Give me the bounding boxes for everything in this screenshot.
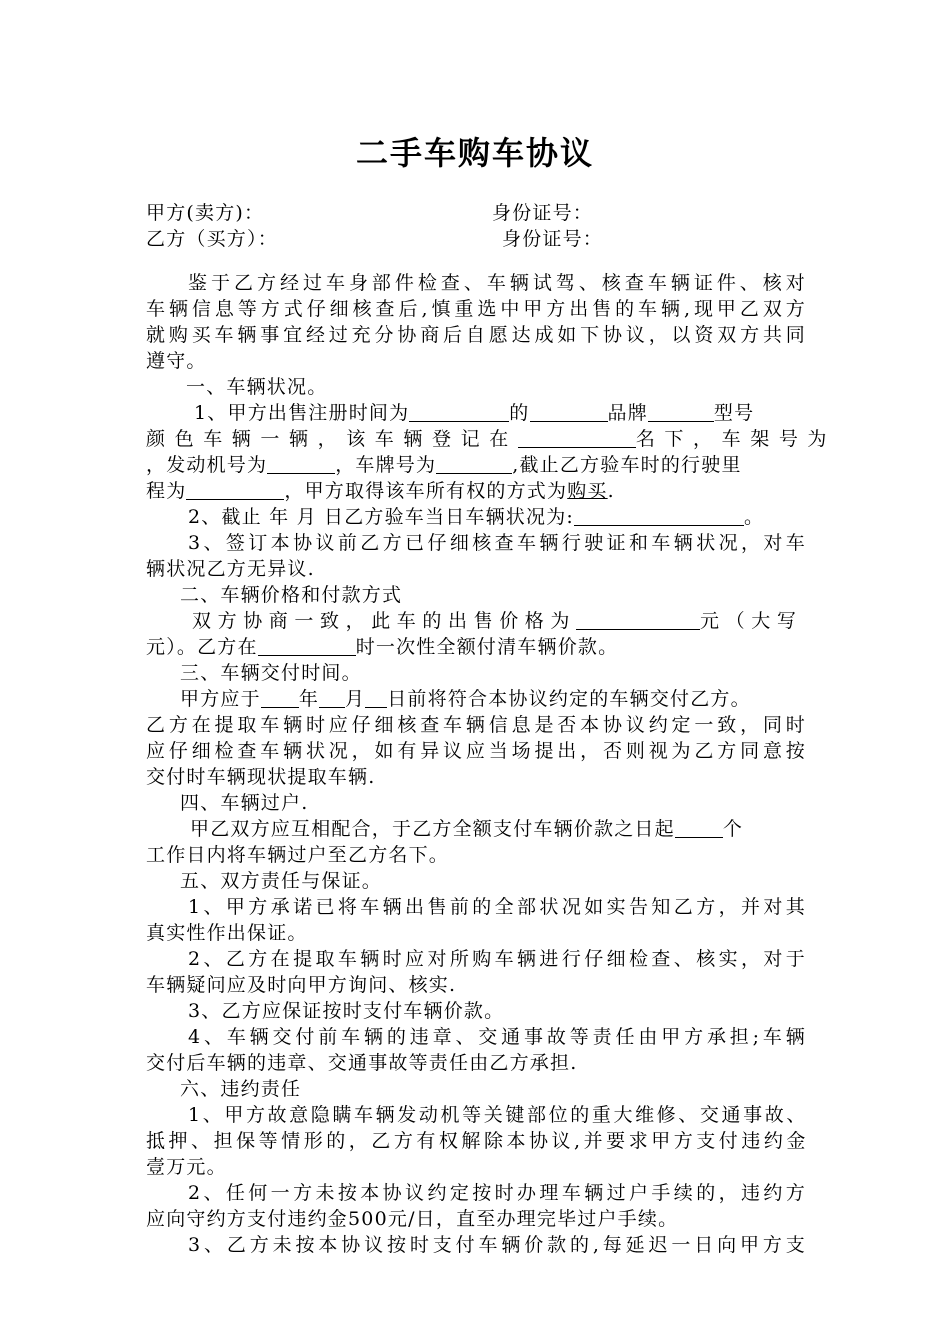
- party-a-label: 甲方(卖方)：: [146, 202, 265, 224]
- s1-text: 颜色车辆一辆，该车辆登记在: [146, 428, 518, 450]
- s5-line-2: 真实性作出保证。: [146, 922, 308, 944]
- section-3-heading: 三、车辆交付时间。: [180, 662, 362, 684]
- brand-blank: [648, 401, 714, 422]
- intro-line-2: 车辆信息等方式仔细核查后,慎重选中甲方出售的车辆,现甲乙双方: [146, 298, 806, 320]
- s3-line-2: 乙方在提取车辆时应仔细核查车辆信息是否本协议约定一致，同时: [146, 714, 806, 736]
- s2-line-1: [146, 608, 806, 634]
- s5-line-1: 1、甲方承诺已将车辆出售前的全部状况如实告知乙方，并对其: [188, 896, 806, 918]
- s1-text: 程为: [146, 480, 187, 502]
- s1-line-4: [146, 478, 806, 504]
- s1-line-5: [146, 504, 848, 530]
- s5-line-6: 4、车辆交付前车辆的违章、交通事故等责任由甲方承担;车辆: [188, 1026, 806, 1048]
- s4-text: 甲乙双方应互相配合，于乙方全额支付车辆价款之日起: [190, 818, 675, 840]
- s3-text: 年: [298, 688, 320, 710]
- s1-text: 品牌: [607, 402, 648, 424]
- s2-line-2: [146, 634, 806, 660]
- transfer-days-blank: [675, 817, 723, 838]
- color-blank: [530, 401, 608, 422]
- s2-text: 双方协商一致，此车的出售价格为: [192, 610, 577, 632]
- section-6-heading: 六、违约责任: [180, 1078, 302, 1100]
- s2-text: 时一次性全额付清车辆价款。: [355, 636, 619, 658]
- s4-text: 个: [722, 818, 744, 840]
- s5-line-7: 交付后车辆的违章、交通事故等责任由乙方承担.: [146, 1052, 578, 1074]
- delivery-year-blank: [261, 687, 299, 708]
- vehicle-condition-blank: [574, 505, 744, 526]
- party-b-id-label: 身份证号：: [502, 228, 604, 250]
- s1-text: 。: [744, 506, 765, 528]
- party-a-row: [146, 200, 806, 226]
- delivery-day-blank: [365, 687, 387, 708]
- engine-number-blank: [267, 453, 335, 474]
- party-a-id-label: 身份证号：: [492, 202, 594, 224]
- s4-line-1: [146, 816, 806, 842]
- s1-text: 1、甲方出售注册时间为: [194, 402, 410, 424]
- s4-line-2: 工作日内将车辆过户至乙方名下。: [146, 844, 450, 866]
- s1-line-7: 辆状况乙方无异议.: [146, 558, 315, 580]
- section-1-heading: 一、车辆状况。: [186, 376, 328, 398]
- s3-line-1: [146, 686, 840, 712]
- s2-text: 元（大写: [700, 610, 803, 632]
- plate-number-blank: [436, 453, 512, 474]
- s1-text: ，发动机号为: [146, 454, 268, 476]
- s6-line-3: 壹万元。: [146, 1156, 227, 1178]
- s3-line-3: 应仔细检查车辆状况，如有异议应当场提出，否则视为乙方同意按: [146, 740, 806, 762]
- intro-line-3: 就购买车辆事宜经过充分协商后自愿达成如下协议，以资双方共同: [146, 324, 806, 346]
- party-b-row: [146, 226, 806, 252]
- s6-line-6: 3、乙方未按本协议按时支付车辆价款的,每延迟一日向甲方支: [188, 1234, 806, 1256]
- s3-line-4: 交付时车辆现状提取车辆.: [146, 766, 376, 788]
- page-title: 二手车购车协议: [355, 134, 594, 172]
- s1-line-6: 3、签订本协议前乙方已仔细核查车辆行驶证和车辆状况，对车: [188, 532, 806, 554]
- s5-line-5: 3、乙方应保证按时支付车辆价款。: [188, 1000, 505, 1022]
- mileage-blank: [186, 479, 284, 500]
- s6-line-1: 1、甲方故意隐瞒车辆发动机等关键部位的重大维修、交通事故、: [188, 1104, 806, 1126]
- registered-owner-blank: [518, 427, 636, 448]
- s5-line-4: 车辆疑问应及时向甲方询问、核实.: [146, 974, 457, 996]
- party-b-label: 乙方（买方）：: [146, 228, 278, 250]
- s3-text: 月: [345, 688, 366, 710]
- s1-text: .: [607, 480, 615, 502]
- s1-text: 2、截止 年 月 日乙方验车当日车辆状况为:: [188, 506, 575, 528]
- s3-text: 日前将符合本协议约定的车辆交付乙方。: [387, 688, 751, 710]
- delivery-month-blank: [319, 687, 345, 708]
- s6-line-4: 2、任何一方未按本协议约定按时办理车辆过户手续的，违约方: [188, 1182, 806, 1204]
- s1-text: ，甲方取得该车所有权的方式为: [284, 480, 568, 502]
- price-blank: [576, 609, 700, 630]
- s1-line-2: [146, 426, 837, 452]
- s1-line-3: [146, 452, 806, 478]
- s3-text: 甲方应于: [180, 688, 261, 710]
- ownership-method: 购买: [567, 480, 608, 502]
- section-5-heading: 五、双方责任与保证。: [180, 870, 383, 892]
- s1-line-1: [146, 400, 806, 426]
- payment-time-blank: [258, 635, 356, 656]
- s6-line-5: 应向守约方支付违约金500元/日，直至办理完毕过户手续。: [146, 1208, 679, 1230]
- s5-line-3: 2、乙方在提取车辆时应对所购车辆进行仔细检查、核实，对于: [188, 948, 806, 970]
- s1-text: 名下，车架号为: [635, 428, 837, 450]
- s1-text: 的: [509, 402, 530, 424]
- section-2-heading: 二、车辆价格和付款方式: [180, 584, 403, 606]
- registration-date-blank: [409, 401, 509, 422]
- intro-line-4: 遵守。: [146, 350, 207, 372]
- s1-text: ,截止乙方验车时的行驶里: [512, 454, 742, 476]
- s1-text: ，车牌号为: [335, 454, 437, 476]
- intro-line-1: 鉴于乙方经过车身部件检查、车辆试驾、核查车辆证件、核对: [188, 272, 806, 294]
- section-4-heading: 四、车辆过户.: [180, 792, 309, 814]
- s1-text: 型号: [713, 402, 755, 424]
- s6-line-2: 抵押、担保等情形的，乙方有权解除本协议,并要求甲方支付违约金: [146, 1130, 806, 1152]
- s2-text: 元）。乙方在: [146, 636, 258, 658]
